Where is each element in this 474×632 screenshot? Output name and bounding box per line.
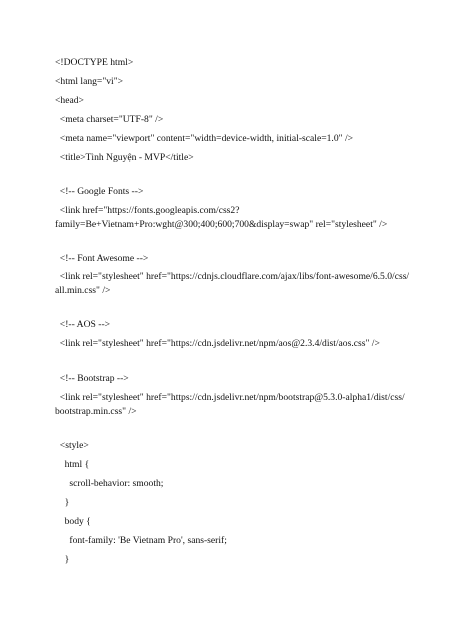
doc-line-link-fa: <link rel="stylesheet" href="https://cdnjs.cloudflare.com/ajax/libs/font-awesome/6.5.0/css/ all.min.css" />	[55, 271, 410, 296]
doc-line-meta-charset: <meta charset="UTF-8" />	[55, 114, 164, 125]
doc-line-link-gfonts: <link href="https://fonts.googleapis.com/css2? family=Be+Vietnam+Pro:wght@300;400;600;700&display=swap" rel="stylesheet" />	[55, 205, 388, 230]
doc-line-comment-gfonts: <!-- Google Fonts -->	[55, 186, 144, 197]
doc-line-style-open: <style>	[55, 440, 89, 451]
doc-line-link-bootstrap: <link rel="stylesheet" href="https://cdn.jsdelivr.net/npm/bootstrap@5.3.0-alpha1/dist/css/ bootstrap.min.css" />	[55, 392, 405, 417]
doc-line-comment-aos: <!-- AOS -->	[55, 319, 111, 330]
doc-line-link-aos: <link rel="stylesheet" href="https://cdn.jsdelivr.net/npm/aos@2.3.4/dist/aos.css" />	[55, 338, 380, 349]
doc-line-html-rule-close: }	[55, 497, 70, 508]
doc-line-meta-viewport: <meta name="viewport" content="width=device-width, initial-scale=1.0" />	[55, 133, 354, 144]
doc-line-scroll-behavior: scroll-behavior: smooth;	[55, 478, 164, 489]
doc-line-comment-bootstrap: <!-- Bootstrap -->	[55, 373, 129, 384]
doc-line-title: <title>Tình Nguyện - MVP</title>	[55, 152, 194, 163]
doc-line-body-rule-close: }	[55, 554, 70, 565]
doc-line-font-family: font-family: 'Be Vietnam Pro', sans-serif;	[55, 535, 227, 546]
doc-line-head-open: <head>	[55, 95, 84, 106]
doc-line-html-rule: html {	[55, 459, 90, 470]
doc-line-body-rule: body {	[55, 516, 91, 527]
doc-line-comment-fa: <!-- Font Awesome -->	[55, 253, 149, 264]
doc-line-html-open: <html lang="vi">	[55, 76, 124, 87]
doc-line-doctype: <!DOCTYPE html>	[55, 57, 134, 68]
